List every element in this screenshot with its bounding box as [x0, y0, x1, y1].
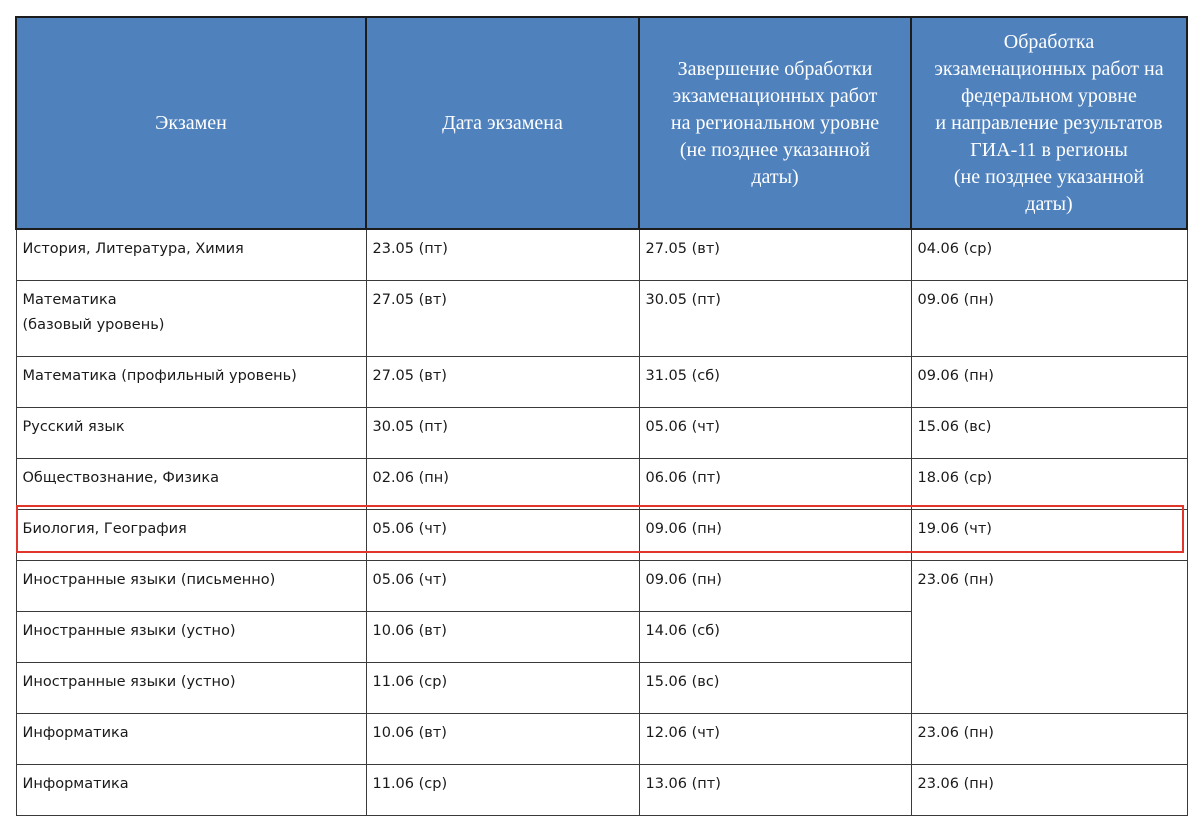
table-row — [16, 561, 1187, 612]
cell-exam: Информатика — [16, 765, 366, 816]
cell-federal: 09.06 (пн) — [911, 281, 1187, 357]
table-row-highlighted — [16, 510, 1187, 561]
cell-regional: 13.06 (пт) — [639, 765, 911, 816]
table-row — [16, 229, 1187, 281]
cell-exam: История, Литература, Химия — [16, 229, 366, 281]
cell-exam: Русский язык — [16, 408, 366, 459]
cell-federal-merged: 23.06 (пн) — [911, 561, 1187, 714]
cell-date: 10.06 (вт) — [366, 714, 639, 765]
cell-federal: 23.06 (пн) — [911, 765, 1187, 816]
cell-federal: 18.06 (ср) — [911, 459, 1187, 510]
cell-regional: 05.06 (чт) — [639, 408, 911, 459]
cell-regional: 09.06 (пн) — [639, 561, 911, 612]
cell-federal: 15.06 (вс) — [911, 408, 1187, 459]
cell-date: 23.05 (пт) — [366, 229, 639, 281]
table-row — [16, 357, 1187, 408]
cell-federal: 19.06 (чт) — [911, 510, 1187, 561]
exam-schedule-table — [15, 16, 1188, 816]
cell-date: 05.06 (чт) — [366, 561, 639, 612]
cell-date: 10.06 (вт) — [366, 612, 639, 663]
table-row — [16, 408, 1187, 459]
cell-exam: Математика (базовый уровень) — [16, 281, 366, 357]
cell-regional: 15.06 (вс) — [639, 663, 911, 714]
cell-exam: Иностранные языки (устно) — [16, 663, 366, 714]
cell-regional: 14.06 (сб) — [639, 612, 911, 663]
cell-date: 30.05 (пт) — [366, 408, 639, 459]
cell-federal: 04.06 (ср) — [911, 229, 1187, 281]
table-row — [16, 459, 1187, 510]
table-row — [16, 281, 1187, 357]
cell-regional: 06.06 (пт) — [639, 459, 911, 510]
cell-date: 11.06 (ср) — [366, 765, 639, 816]
cell-exam: Биология, География — [16, 510, 366, 561]
cell-federal: 23.06 (пн) — [911, 714, 1187, 765]
cell-exam: Иностранные языки (письменно) — [16, 561, 366, 612]
cell-regional: 27.05 (вт) — [639, 229, 911, 281]
cell-federal: 09.06 (пн) — [911, 357, 1187, 408]
table-row — [16, 765, 1187, 816]
cell-date: 11.06 (ср) — [366, 663, 639, 714]
header-federal-processing: Обработка экзаменационных работ на федеральном уровне и направление результатов ГИА-11 в регионы (не позднее указанной даты) — [911, 17, 1187, 229]
cell-regional: 12.06 (чт) — [639, 714, 911, 765]
cell-exam: Обществознание, Физика — [16, 459, 366, 510]
cell-exam: Информатика — [16, 714, 366, 765]
cell-date: 27.05 (вт) — [366, 281, 639, 357]
header-exam-date: Дата экзамена — [366, 17, 639, 229]
cell-regional: 30.05 (пт) — [639, 281, 911, 357]
header-exam: Экзамен — [16, 17, 366, 229]
cell-date: 05.06 (чт) — [366, 510, 639, 561]
header-row — [16, 17, 1187, 229]
cell-regional: 31.05 (сб) — [639, 357, 911, 408]
header-regional-processing: Завершение обработки экзаменационных работ на региональном уровне (не позднее указанной даты) — [639, 17, 911, 229]
cell-exam: Иностранные языки (устно) — [16, 612, 366, 663]
cell-date: 27.05 (вт) — [366, 357, 639, 408]
cell-exam: Математика (профильный уровень) — [16, 357, 366, 408]
table-row — [16, 714, 1187, 765]
cell-date: 02.06 (пн) — [366, 459, 639, 510]
cell-regional: 09.06 (пн) — [639, 510, 911, 561]
